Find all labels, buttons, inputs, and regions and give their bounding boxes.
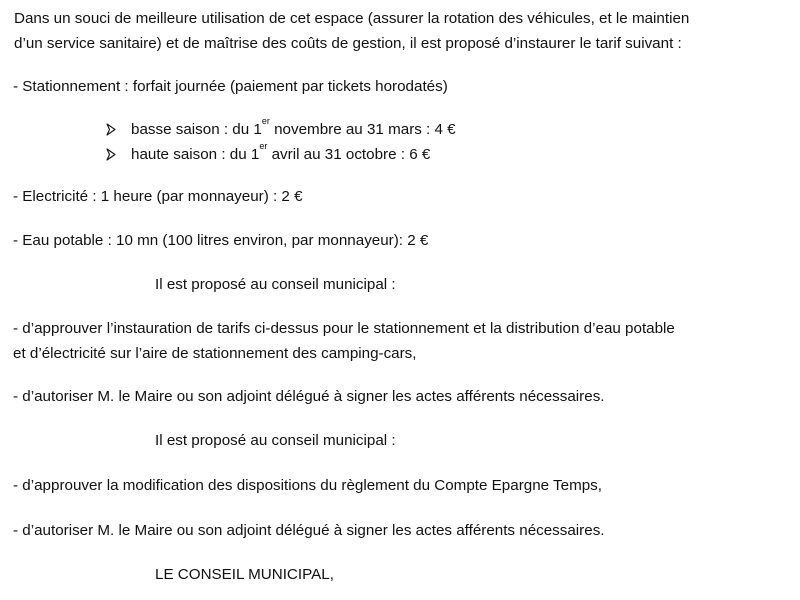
basse-saison-prefix: basse saison : du 1: [131, 121, 262, 138]
proposition-2-heading: Il est proposé au conseil municipal :: [155, 432, 396, 449]
arrow-bullet-icon: [106, 148, 116, 161]
proposition-1-item-1-line-1: - d’approuver l’instauration de tarifs ci-dessus pour le stationnement et la distribution d’eau potable: [13, 320, 675, 337]
proposition-1-item-1-line-2: et d’électricité sur l’aire de stationnement des camping-cars,: [13, 345, 417, 362]
eau-line: - Eau potable : 10 mn (100 litres environ, par monnayeur): 2 €: [13, 232, 429, 249]
haute-saison-item: [106, 141, 431, 163]
basse-saison-ordinal: er: [261, 116, 270, 126]
proposition-1-item-2: - d’autoriser M. le Maire ou son adjoint délégué à signer les actes afférents nécessaires.: [13, 388, 605, 405]
stationnement-label: - Stationnement : forfait journée (paiement par tickets horodatés): [13, 78, 448, 95]
closing-line: LE CONSEIL MUNICIPAL,: [155, 566, 334, 583]
electricite-line: - Electricité : 1 heure (par monnayeur) : 2 €: [13, 188, 303, 205]
haute-saison-suffix: avril au 31 octobre : 6 €: [267, 146, 431, 163]
haute-saison-prefix: haute saison : du 1: [131, 146, 260, 163]
intro-line-1: Dans un souci de meilleure utilisation de cet espace (assurer la rotation des véhicules, et le maintien: [14, 10, 690, 27]
basse-saison-suffix: novembre au 31 mars : 4 €: [269, 121, 456, 138]
proposition-2-item-2: - d’autoriser M. le Maire ou son adjoint délégué à signer les actes afférents nécessaires.: [13, 522, 605, 539]
arrow-bullet-icon: [106, 123, 116, 136]
haute-saison-ordinal: er: [259, 141, 268, 151]
proposition-2-item-1: - d’approuver la modification des dispositions du règlement du Compte Epargne Temps,: [13, 477, 602, 494]
basse-saison-item: [106, 116, 456, 138]
proposition-1-heading: Il est proposé au conseil municipal :: [155, 276, 396, 293]
intro-line-2: d’un service sanitaire) et de maîtrise des coûts de gestion, il est proposé d’instaurer le tarif suivant :: [14, 35, 682, 52]
